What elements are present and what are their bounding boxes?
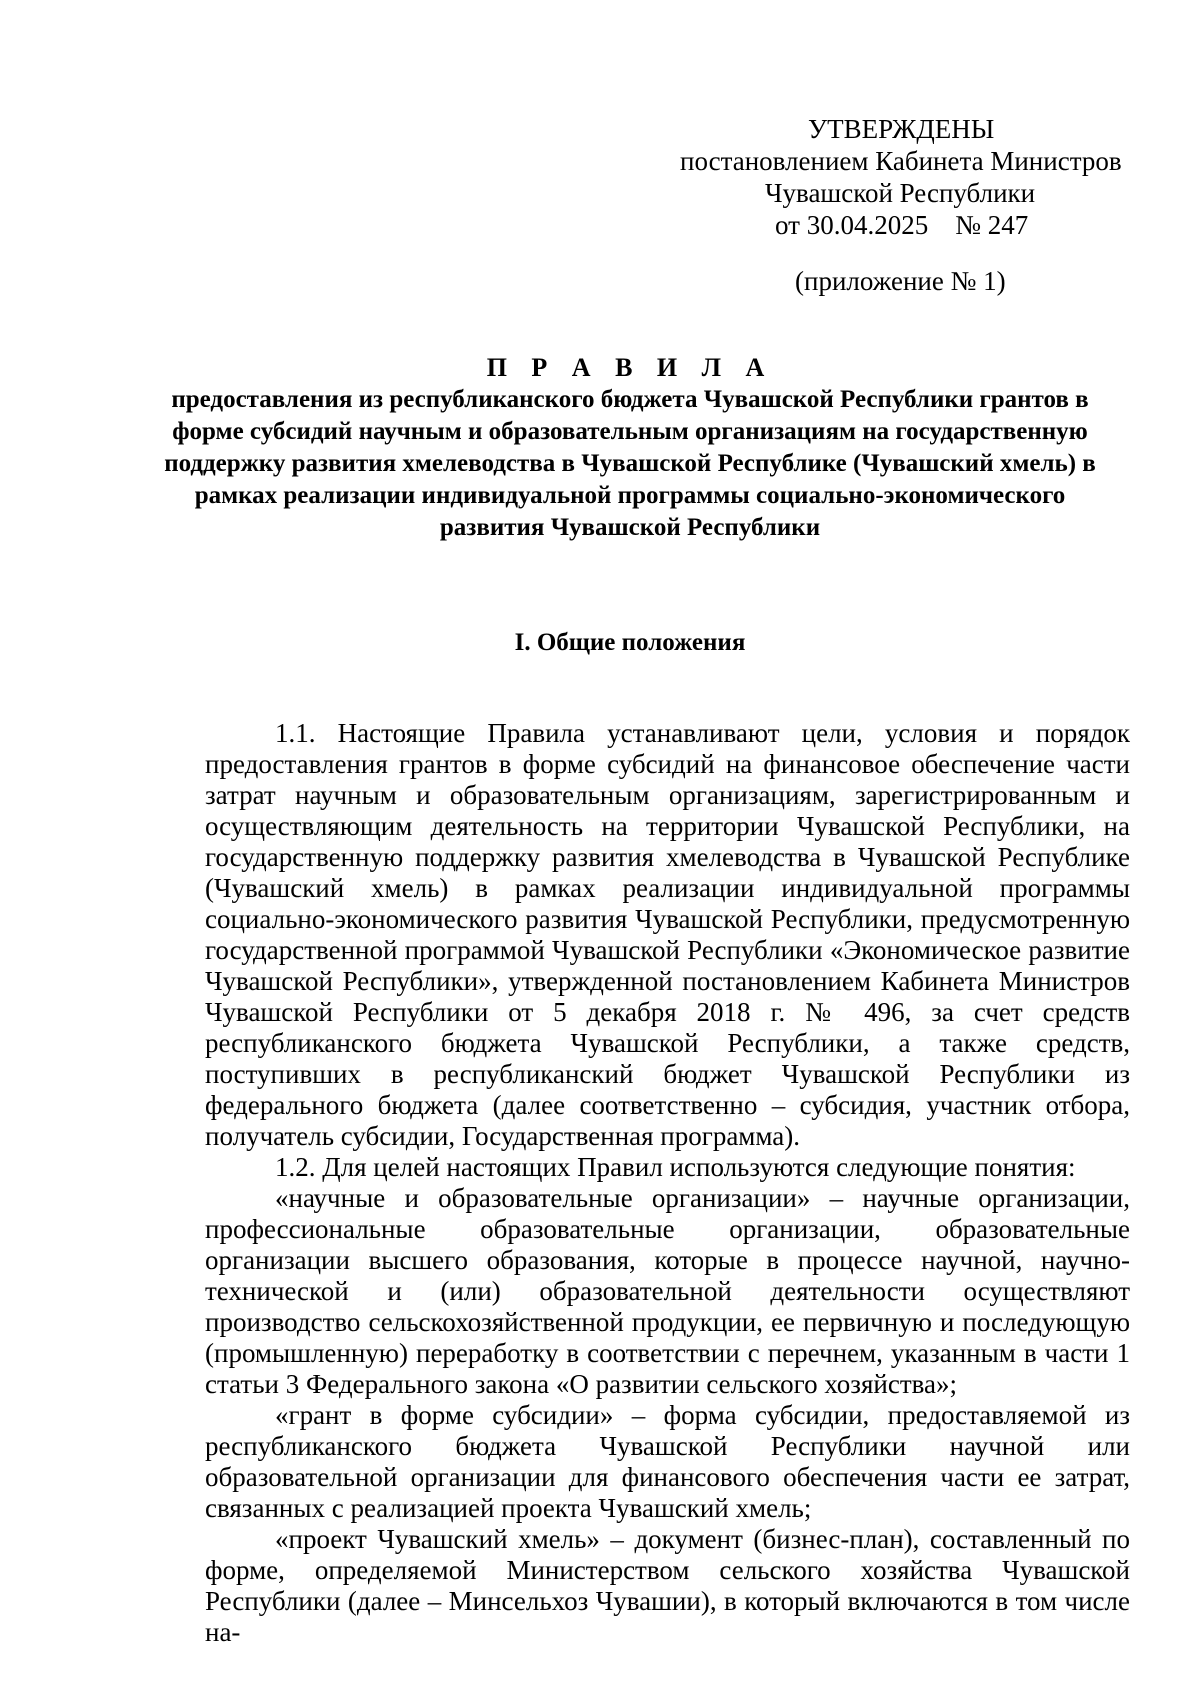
- paragraph-1-1: 1.1. Настоящие Правила устанавливают цели, условия и порядок предоставления грантов в форме субсидий на финансовое обеспечение части затрат научным и образовательным организациям, зарегистрированным и осуществляющим деятельность на территории Чувашской Республики, на государственную поддержку развития хмелеводства в Чувашской Республике (Чувашский хмель) в рамках реализации индивидуальной программы социально-экономического развития Чувашской Республики, предусмотренную государственной программой Чувашской Республики «Экономическое развитие Чувашской Республики», утвержденной постановлением Кабинета Министров Чувашской Республики от 5 декабря 2018 г. № 496, за счет средств республиканского бюджета Чувашской Республики, а также средств, поступивших в республиканский бюджет Чувашской Республики из федерального бюджета (далее соответственно – субсидия, участник отбора, получатель субсидии, Государственная программа).: [205, 718, 1130, 1151]
- definition-project: «проект Чувашский хмель» – документ (бизнес-план), составленный по форме, определяемой Министерством сельского хозяйства Чувашской Республики (далее – Минсельхоз Чувашии), в который включаются в том числе на-: [205, 1524, 1130, 1647]
- approved-label: УТВЕРЖДЕНЫ: [808, 114, 995, 144]
- approval-line-republic: Чувашской Республики: [765, 178, 1036, 208]
- approval-stamp: [660, 113, 1130, 241]
- document-title-block: [150, 352, 1110, 544]
- document-title: П Р А В И Л А: [486, 353, 774, 382]
- document-subtitle: предоставления из республиканского бюджета Чувашской Республики грантов в форме субсидий научным и образовательным организациям на государственную поддержку развития хмелеводства в Чувашской Республике (Чувашский хмель) в рамках реализации индивидуальной программы социально-экономического развития Чувашской Республики: [164, 386, 1096, 541]
- section-heading: I. Общие положения: [514, 629, 746, 656]
- document-body: [205, 718, 1130, 1648]
- appendix-label: (приложение № 1): [795, 266, 1006, 296]
- definition-organizations: «научные и образовательные организации» – научные организации, профессиональные образовательные организации, образовательные организации высшего образования, которые в процессе научной, научно-технической и (или) образовательной деятельности осуществляют производство сельскохозяйственной продукции, ее первичную и последующую (промышленную) переработку в соответствии с перечнем, указанным в части 1 статьи 3 Федерального закона «О развитии сельского хозяйства»;: [205, 1183, 1130, 1399]
- definition-grant: «грант в форме субсидии» – форма субсидии, предоставляемой из республиканского бюджета Чувашской Республики научной или образовательной организации для финансового обеспечения части ее затрат, связанных с реализацией проекта Чувашский хмель;: [205, 1400, 1130, 1523]
- approval-line-date-number: от 30.04.2025 № 247: [775, 210, 1029, 240]
- approval-line-authority: постановлением Кабинета Министров: [680, 146, 1122, 176]
- paragraph-1-2: 1.2. Для целей настоящих Правил используются следующие понятия:: [275, 1152, 1076, 1182]
